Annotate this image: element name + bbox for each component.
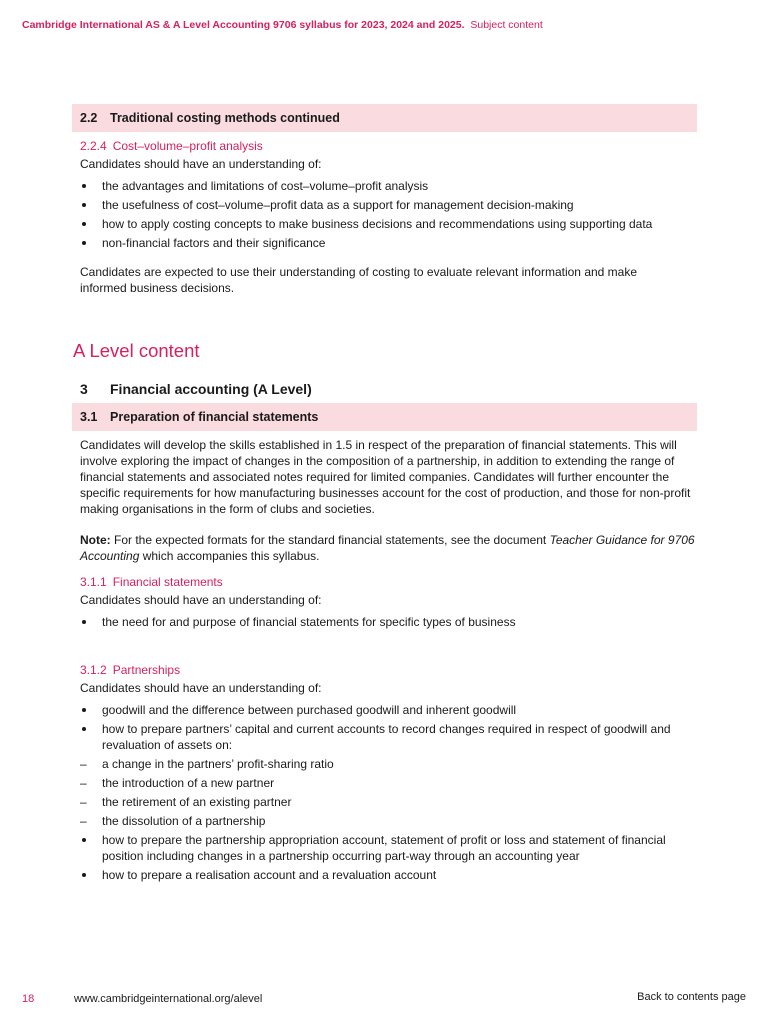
section-bar-2-2 <box>72 104 697 132</box>
section-number: 2.2 <box>80 111 98 125</box>
header-title: Cambridge International AS & A Level Accounting 9706 syllabus for 2023, 2024 and 2025. <box>22 19 465 31</box>
subsection-heading-3-1-1: 3.1.1 Financial statements <box>80 575 223 589</box>
list-item: – the introduction of a new partner <box>80 775 697 791</box>
paragraph: Candidates will develop the skills established in 1.5 in respect of the preparation of financial statements. This will involve exploring the impact of changes in the composition of a partnership, in addition to extending the range of financial statements and associated notes required for limited companies. Candidates will further encounter the specific requirements for how manufacturing businesses account for the cost of production, and those for non-profit making organisations in the form of clubs and societies. <box>80 438 691 516</box>
note: Note: For the expected formats for the standard financial statements, see the document Teacher Guidance for 9706 Accounting which accompanies this syllabus. <box>80 533 695 563</box>
a-level-heading: A Level content <box>73 340 200 361</box>
bullet-list <box>80 178 697 251</box>
list-item: the usefulness of cost–volume–profit data as a support for management decision-making <box>80 197 697 213</box>
section-title: Traditional costing methods continued <box>110 111 340 125</box>
lead-text: Candidates should have an understanding of: <box>80 681 322 695</box>
list-item: how to prepare a realisation account and a revaluation account <box>80 867 697 883</box>
bullet-list <box>80 614 697 630</box>
list-item: goodwill and the difference between purchased goodwill and inherent goodwill <box>80 702 697 718</box>
list-item: – the retirement of an existing partner <box>80 794 697 810</box>
website-link[interactable]: www.cambridgeinternational.org/alevel <box>74 993 263 1005</box>
list-item: the advantages and limitations of cost–volume–profit analysis <box>80 178 697 194</box>
back-to-contents-link[interactable]: Back to contents page <box>637 991 746 1003</box>
running-header <box>22 19 543 31</box>
list-item: how to apply costing concepts to make business decisions and recommendations using supporting data <box>80 216 697 232</box>
lead-text: Candidates should have an understanding of: <box>80 593 322 607</box>
header-subtitle: Subject content <box>470 19 543 31</box>
section-2-2 <box>80 104 697 296</box>
list-item: – the dissolution of a partnership <box>80 813 697 829</box>
section-bar-3-1: 3.1 Preparation of financial statements <box>72 403 697 431</box>
dash-list <box>80 756 697 829</box>
subsection-heading-3-1-2: 3.1.2 Partnerships <box>80 663 181 677</box>
list-item: how to prepare the partnership appropriation account, statement of profit or loss and statement of financial position including changes in a partnership occurring part-way through an accounting year <box>80 832 697 864</box>
bullet-list <box>80 702 697 883</box>
lead-text: Candidates should have an understanding of: <box>80 157 322 171</box>
paragraph: Candidates are expected to use their understanding of costing to evaluate relevant information and make informed business decisions. <box>80 265 638 295</box>
list-item: the need for and purpose of financial statements for specific types of business <box>80 614 697 630</box>
list-item: non-financial factors and their significance <box>80 235 697 251</box>
section-3-heading: 3 Financial accounting (A Level) <box>80 381 312 397</box>
subsection-heading: 2.2.4 Cost–volume–profit analysis <box>80 139 263 153</box>
list-item: – a change in the partners’ profit-sharing ratio <box>80 756 697 772</box>
list-item: how to prepare partners’ capital and current accounts to record changes required in respect of goodwill and revaluation of assets on: – a change in the partners’ profit-sharing ratio – the introduction of a new partner – the retirement of an existing partner – the dissolution of a partnership <box>80 721 697 829</box>
page-number: 18 <box>22 993 35 1005</box>
section-3 <box>80 380 697 886</box>
